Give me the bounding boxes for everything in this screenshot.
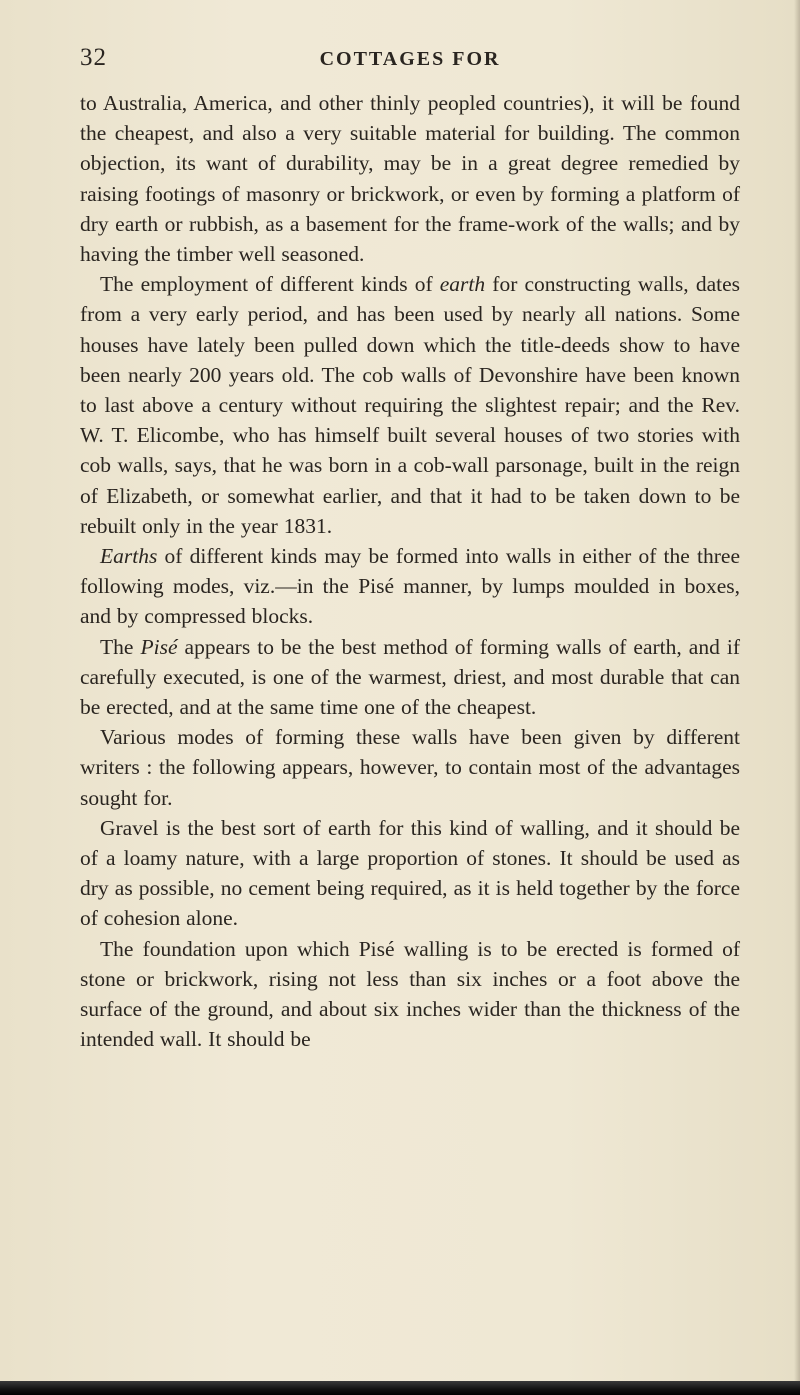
text-run: to Australia, America, and other thinly peopled countries), it will be found the cheapest, and also a very suitable material for building. The common objection, its want of durability, may be in a great degree remedied by raising footings of masonry or brickwork, or even by forming a platform of dry earth or rubbish, as a basement for the frame-work of the walls; and by having the timber well seasoned. [80,91,740,267]
paragraph-earth-modes [80,541,740,632]
italic-term: Pisé [140,634,178,659]
page-header [80,44,740,78]
paragraph-earth-walls [80,269,740,541]
scan-bottom-edge [0,1381,800,1395]
text-run: The [100,634,141,659]
body-text [80,88,740,1055]
paragraph-pise [80,632,740,723]
text-run: Various modes of forming these walls have been given by different writers : the following appears, however, to contain most of the advantages sought for. [80,725,740,810]
italic-term: earth [439,272,486,297]
page-number: 32 [80,44,107,71]
text-run: The foundation upon which Pisé walling is to be erected is formed of stone or brickwork, rising not less than six inches or a foot above the surface of the ground, and about six inches wider than the thickness of the intended wall. It should be [80,936,740,1052]
paragraph-various-modes [80,722,740,813]
text-run: Gravel is the best sort of earth for this kind of walling, and it should be of a loamy nature, with a large proportion of stones. It should be used as dry as possible, no cement being required, as it is held together by the force of cohesion alone. [80,815,740,931]
text-run: The employment of different kinds of [100,272,440,297]
paragraph-continuation [80,88,740,269]
running-head: COTTAGES FOR [319,48,501,70]
page-edge-shadow [794,0,800,1395]
italic-term: Earths [100,544,158,569]
text-run: of different kinds may be formed into walls in either of the three following modes, viz.—in the Pisé manner, by lumps moulded in boxes, and by compressed blocks. [80,544,740,629]
paragraph-gravel [80,813,740,934]
text-run: for constructing walls, dates from a very early period, and has been used by nearly all nations. Some houses have lately been pulled down which the title-deeds show to have been nearly 200 years old. The cob walls of Devonshire have been known to last above a century without requiring the slightest repair; and the Rev. W. T. Elicombe, who has himself built several houses of two stories with cob walls, says, that he was born in a cob-wall parsonage, built in the reign of Elizabeth, or somewhat earlier, and that it had to be taken down to be rebuilt only in the year 1831. [80,272,740,538]
paragraph-foundation [80,934,740,1055]
text-run: appears to be the best method of forming walls of earth, and if carefully executed, is one of the warmest, driest, and most durable that can be erected, and at the same time one of the cheapest. [80,634,740,720]
